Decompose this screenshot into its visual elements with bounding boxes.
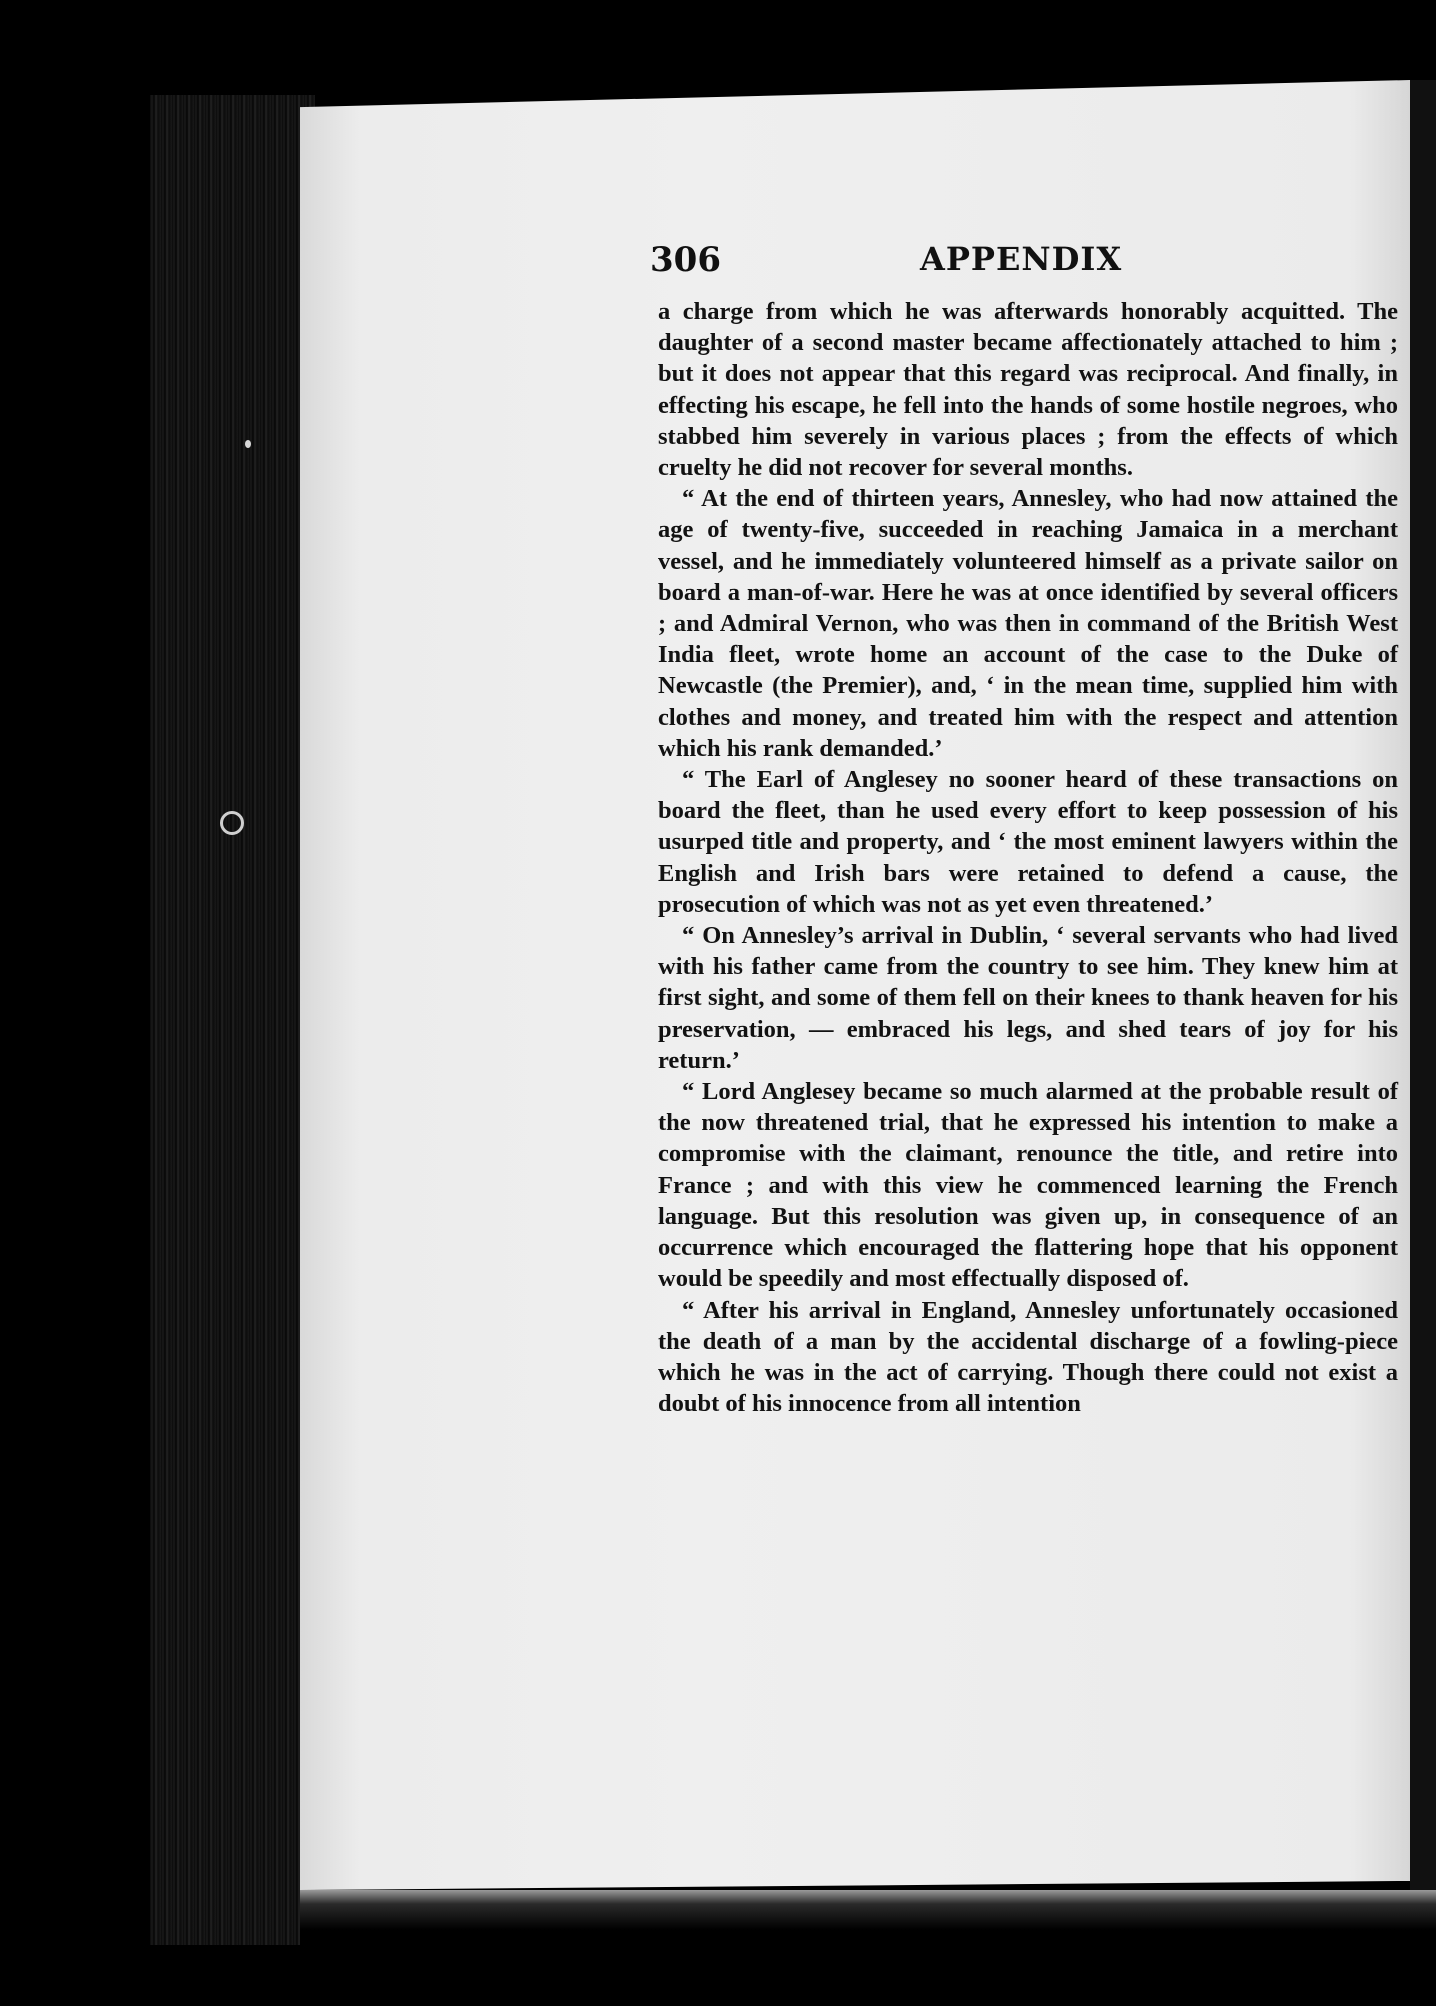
- paragraph-3: “ The Earl of Anglesey no sooner heard of these transactions on board the fleet, than he used every effort to keep possession of his usurped title and property, and ‘ the most eminent lawyers within the English and Irish bars were retained to defend a cause, the prosecution of which was not as yet even threatened.’: [658, 766, 1398, 918]
- paragraph-4: “ On Annesley’s arrival in Dublin, ‘ several servants who had lived with his father came from the country to see him. They knew him at first sight, and some of them fell on their knees to thank heaven for his preservation, — embraced his legs, and shed tears of joy for his return.’: [658, 922, 1398, 1074]
- scan-speck: [245, 440, 251, 448]
- scan-ring-mark: [220, 811, 244, 835]
- book-fore-edge: [150, 95, 315, 1945]
- body-text: [658, 296, 1398, 1419]
- paragraph-2: “ At the end of thirteen years, Annesley, who had now attained the age of twenty-five, succeeded in reaching Jamaica in a merchant vessel, and he immediately volunteered himself as a private sailor on board a man-of-war. Here he was at once identified by several officers ; and Admiral Vernon, who was then in command of the British West India fleet, wrote home an account of the case to the Duke of Newcastle (the Premier), and, ‘ in the mean time, supplied him with clothes and money, and treated him with the respect and attention which his rank demanded.’: [658, 485, 1398, 762]
- page-header: [650, 240, 1130, 290]
- page-number: 306: [650, 240, 721, 280]
- paragraph-1: a charge from which he was afterwards honorably acquitted. The daughter of a second master became affectionately attached to him ; but it does not appear that this regard was reciprocal. And finally, in effecting his escape, he fell into the hands of some hostile negroes, who stabbed him severely in various places ; from the effects of which cruelty he did not recover for several months.: [658, 298, 1398, 482]
- running-head: APPENDIX: [920, 240, 1123, 278]
- page-right-edge: [1410, 80, 1436, 1900]
- paragraph-6: “ After his arrival in England, Annesley unfortunately occasioned the death of a man by the accidental discharge of a fowling-piece which he was in the act of carrying. Though there could not exist a doubt of his innocence from all intention: [658, 1296, 1398, 1418]
- page-bottom-edge: [300, 1890, 1436, 2006]
- paragraph-5: “ Lord Anglesey became so much alarmed at the probable result of the now threatened trial, that he expressed his intention to make a compromise with the claimant, renounce the title, and retire into France ; and with this view he commenced learning the French language. But this resolution was given up, in consequence of an occurrence which encouraged the flattering hope that his opponent would be speedily and most effectually disposed of.: [658, 1078, 1398, 1293]
